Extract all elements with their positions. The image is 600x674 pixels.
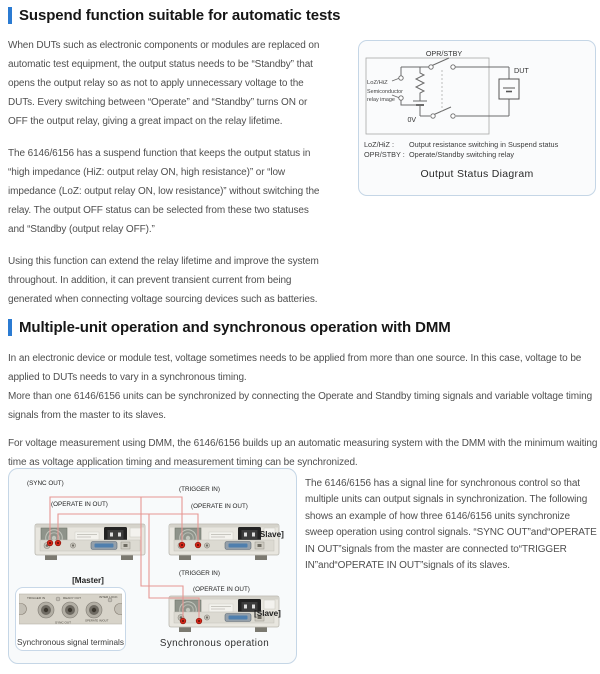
section2-heading [8,319,451,336]
diagram-legend [364,140,591,159]
section1-body [8,36,325,322]
paragraph: For voltage measurement using DMM, the 6146/6156 builds up an automatic measuring system with the DMM with the minimum waiting time as voltage application timing and measurement timing can be synchronized. [8,438,598,468]
label-master: [Master] [72,576,104,585]
sync-operation-diagram-box [8,468,297,664]
output-status-diagram-box [358,40,596,196]
terminals-photo [19,592,122,628]
label-slave-1: [Slave] [257,530,284,539]
label-trigger-in-bottom: (TRIGGER IN) [179,570,220,577]
opr-stby-label: OPR/STBY [425,49,463,58]
loz-hiz-label: LoZ/HiZ [367,80,388,86]
section1-heading [8,7,340,24]
paragraph: Using this function can extend the relay lifetime and improve the system throughout. In addition, it can prevent transient current from being generated when connecting voltage sourcing devices such as batteries. [8,256,319,305]
legend-row [364,150,591,160]
section2-body [8,349,598,472]
diagram-caption: Output Status Diagram [420,168,534,180]
terminal-label-operate-in-out: OPERATE IN/OUT [85,618,109,623]
heading-accent-bar [8,7,12,24]
terminals-inset-box [15,587,126,651]
paragraph: When DUTs such as electronic components or modules are replaced on automatic test equipment, the output status needs to be “Standby” that opens the output relay so as not to apply unnecessary voltage to the DUTs. Every switching between “Operate” and “Standby” turns ON or OFF the output relay, giving a great impact on the relay lifetime. [8,40,320,127]
legend-row [364,140,591,150]
paragraph: The 6146/6156 has a signal line for synchronous control so that multiple units can output signals in synchronization. The following shows an example of how three 6146/6156 units synchronize sweep operation using control signals. “SYNC OUT”and“OPERATE IN OUT”signals from the master are connected to“TRIGGER IN”and“OPERATE IN OUT”signals of its slaves. [305,478,597,572]
zero-v-label: 0V [407,117,416,124]
paragraph: In an electronic device or module test, voltage sometimes needs to be applied from more than one source. In this case, voltage to be applied to DUTs needs to vary in a synchronous timing. [8,353,582,383]
terminal-label-ready-out: READY OUT [63,596,81,600]
paragraph: More than one 6146/6156 units can be synchronized by connecting the Operate and Standby timing signals and variable voltage timing signals from the master to its slaves. [8,391,593,421]
legend-desc: Operate/Standby switching relay [409,149,515,159]
terminals-caption: Synchronous signal terminals [17,638,124,647]
legend-term: LoZ/HiZ : [364,140,395,149]
section2-heading-text: Multiple-unit operation and synchronous operation with DMM [19,319,451,336]
terminal-label-trigger-in: TRIGGER IN [27,596,46,600]
label-operate-in-out-slave2: (OPERATE IN OUT) [193,586,250,593]
semiconductor-label: Semiconductor [367,89,403,95]
label-trigger-in-top: (TRIGGER IN) [179,486,220,493]
section1-heading-text: Suspend function suitable for automatic tests [19,7,341,24]
legend-term: OPR/STBY : [364,149,405,159]
label-operate-in-out-master: (OPERATE IN OUT) [51,501,108,508]
label-operate-in-out-slave1: (OPERATE IN OUT) [191,503,248,510]
heading-accent-bar [8,319,12,336]
paragraph: The 6146/6156 has a suspend function that keeps the output status in “high impedance (HiZ: output relay ON, high resistance)” or “low impedance (LoZ: output relay ON, low resistance)” without switching the relay. The output OFF status can be selected from these two statuses and “Standby (output relay OFF).” [8,148,320,235]
relay-image-label: relay image [367,97,395,103]
label-sync-out: (SYNC OUT) [27,480,64,487]
terminal-label-inter-lock: INTER LOCK [99,595,118,599]
output-status-circuit-diagram [363,45,592,145]
terminal-label-sync-out: SYNC OUT [55,620,71,625]
legend-desc: Output resistance switching in Suspend status [409,140,559,149]
label-slave-2: [Slave] [254,609,281,618]
sync-operation-caption: Synchronous operation [159,638,270,649]
dut-label: DUT [514,66,529,75]
section2-side-text [305,476,598,574]
